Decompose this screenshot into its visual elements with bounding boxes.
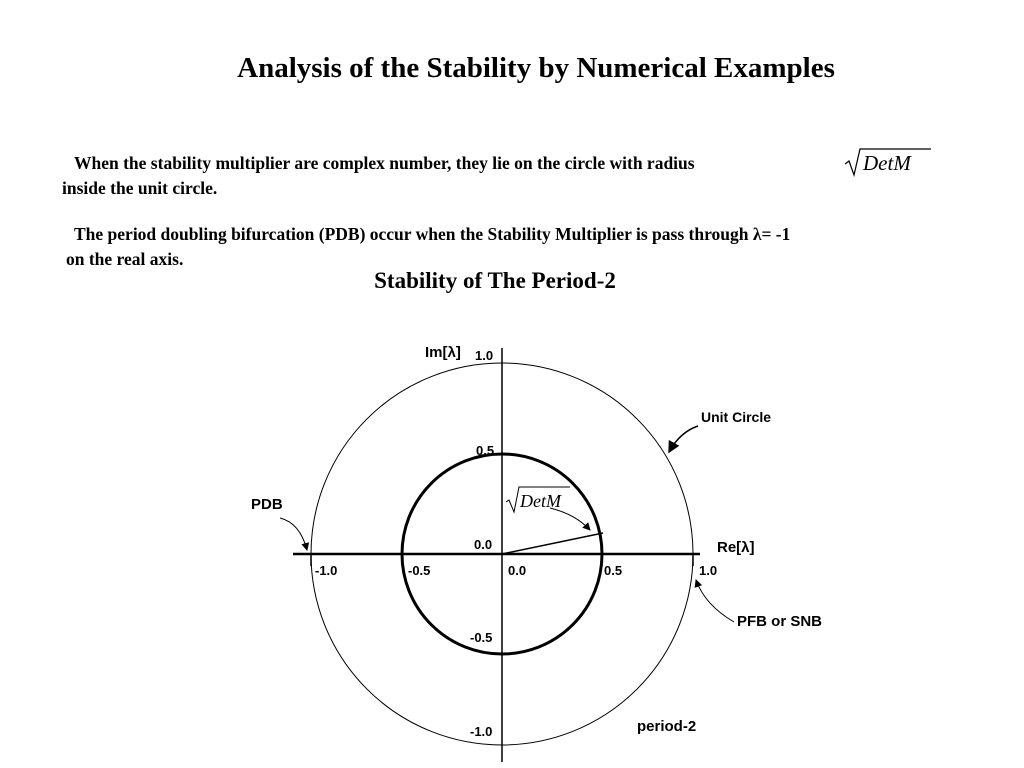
pdb-label: PDB [251,496,283,513]
x-tick-label: 0.5 [604,563,623,578]
x-tick-label: 0.0 [508,563,527,578]
paragraph1-line1: When the stability multiplier are complex number, they lie on the circle with radius [74,153,695,173]
unit-circle-pointer [669,426,698,452]
x-tick-label: -1.0 [315,563,338,578]
y-tick-label: 1.0 [475,348,494,363]
pfb-snb-pointer [696,580,734,622]
detm-text: DetM [863,151,911,175]
slide-title: Analysis of the Stability by Numerical Examples [237,52,835,84]
x-tick-label: 1.0 [699,563,718,578]
y-tick-label: -0.5 [470,630,493,645]
x-tick-label: -0.5 [408,563,431,578]
period-label: period-2 [637,718,697,735]
radius-annotation [506,487,590,530]
pfb-snb-label: PFB or SNB [737,613,823,630]
paragraph2-line2: on the real axis. [66,249,184,269]
y-tick-label: 0.0 [474,537,493,552]
paragraph2-line1: The period doubling bifurcation (PDB) occur when the Stability Multiplier is pass through λ= -1 [74,224,791,244]
y-tick-label: 0.5 [476,443,495,458]
real-axis-label: Re[λ] [717,539,755,556]
y-tick-label: -1.0 [470,724,493,739]
paragraph1-line2: inside the unit circle. [62,178,218,198]
imaginary-axis-label: Im[λ] [425,344,461,361]
diagram-subtitle: Stability of The Period-2 [374,268,616,293]
pdb-pointer [280,518,307,550]
radius-vector [502,533,603,554]
radius-pointer [550,508,590,530]
unit-circle-label: Unit Circle [701,409,772,425]
radius-label: DetM [520,491,561,511]
